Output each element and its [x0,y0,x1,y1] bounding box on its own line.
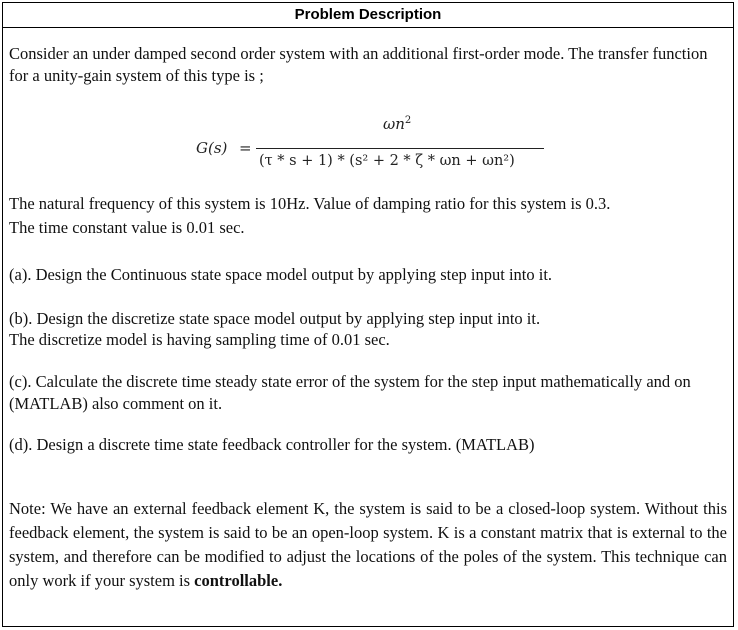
note-bold-word: controllable. [194,571,283,590]
problem-title: Problem Description [3,3,733,28]
intro-paragraph: Consider an under damped second order system with an additional first-order mode. The transfer function for a unity-gain system of this type is ; [9,44,708,85]
equation-lhs: G(s) [196,139,228,157]
part-a: (a). Design the Continuous state space model output by applying step input into it. [9,265,553,284]
params-line-1: The natural frequency of this system is 10Hz. Value of damping ratio for this system is 0.3. [9,194,611,213]
params-line-2: The time constant value is 0.01 sec. [9,218,245,237]
equation-numerator [383,115,411,133]
numerator-power: 2 [404,115,412,126]
fraction-bar [256,148,544,149]
part-c: (c). Calculate the discrete time steady state error of the system for the step input mathematically and on (MATLAB) also comment on it. [9,372,691,413]
equation-equals: = [239,139,252,157]
note-text: Note: We have an external feedback element K, the system is said to be a closed-loop system. Without this feedback element, the system is said to be an open-loop system. K is a constant matrix that is external to the system, and therefore can be modified to adjust the locations of the poles of the system. This technique can only work if your system is [9,499,727,590]
part-b-line-1: (b). Design the discretize state space model output by applying step input into it. [9,309,541,328]
part-b-line-2: The discretize model is having sampling time of 0.01 sec. [9,330,390,349]
numerator-symbol: ωn [383,115,405,133]
part-d: (d). Design a discrete time state feedback controller for the system. (MATLAB) [9,435,535,454]
problem-box [2,2,734,627]
note-paragraph [9,497,727,593]
equation-denominator: (τ * s + 1) * (s² + 2 * ζ * ωn + ωn²) [259,153,515,169]
